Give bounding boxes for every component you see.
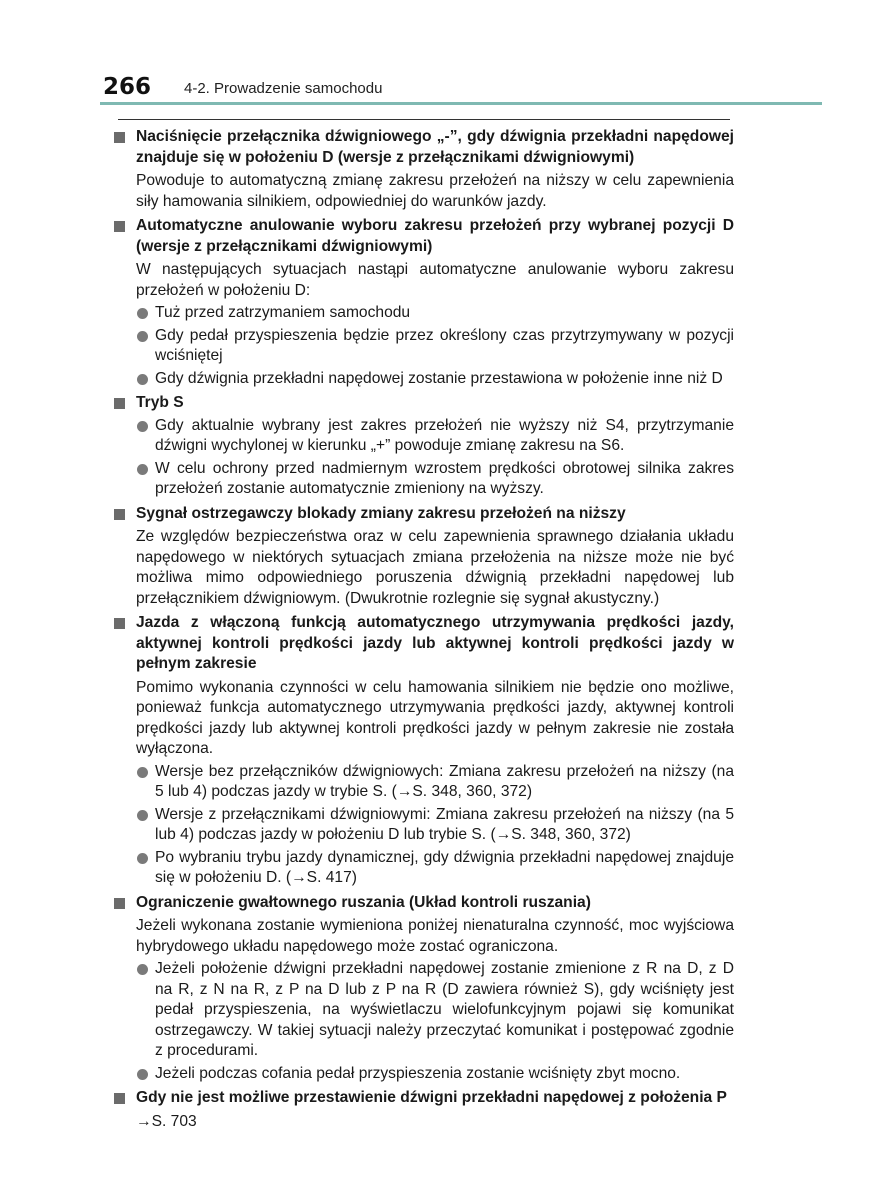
- section: [114, 393, 734, 500]
- section: [114, 216, 734, 389]
- round-bullet-icon: [137, 308, 148, 319]
- square-bullet-icon: [114, 398, 125, 409]
- list-item-text: Jeżeli podczas cofania pedał przyspieszenia zostanie wciśnięty zbyt mocno.: [155, 1064, 681, 1082]
- section-paragraph: Ze względów bezpieczeństwa oraz w celu zapewnienia sprawnego działania układu napędowego w niektórych sytuacjach zmiana przełożenia na niższe może nie być możliwa mimo odpowiedniego poruszenia dźwignią przekładni napędowej lub przełącznikiem dźwigniowym. (Dwukrotnie rozlegnie się sygnał akustyczny.): [136, 528, 734, 607]
- list-item-text: Wersje z przełącznikami dźwigniowymi: Zmiana zakresu przełożeń na niższy (na 5 lub 4) podczas jazdy w położeniu D lub trybie S. (→S. 348, 360, 372): [155, 805, 734, 843]
- list-item: [114, 1064, 734, 1085]
- square-bullet-icon: [114, 1093, 125, 1104]
- list-item: [114, 959, 734, 1062]
- page-header: [0, 0, 877, 110]
- round-bullet-icon: [137, 1069, 148, 1080]
- list-item: [114, 762, 734, 803]
- round-bullet-icon: [137, 331, 148, 342]
- section-title: [114, 216, 734, 257]
- section-title-text: Automatyczne anulowanie wyboru zakresu przełożeń przy wybranej pozycji D (wersje z przełącznikami dźwigniowymi): [136, 217, 734, 255]
- content-rule: [118, 119, 730, 120]
- list-item: [114, 805, 734, 846]
- round-bullet-icon: [137, 374, 148, 385]
- list-item: [114, 848, 734, 889]
- section: [114, 1088, 734, 1132]
- round-bullet-icon: [137, 767, 148, 778]
- page-content: [114, 127, 734, 1136]
- list-item-text: Wersje bez przełączników dźwigniowych: Zmiana zakresu przełożeń na niższy (na 5 lub 4) podczas jazdy w trybie S. (→S. 348, 360, 372): [155, 762, 734, 800]
- list-item-text: Po wybraniu trybu jazdy dynamicznej, gdy dźwignia przekładni napędowej znajduje się w położeniu D. (→S. 417): [155, 848, 734, 886]
- round-bullet-icon: [137, 421, 148, 432]
- section-title: [114, 893, 734, 914]
- section-title: [114, 1088, 734, 1109]
- list-item: [114, 459, 734, 500]
- chapter-title: 4-2. Prowadzenie samochodu: [184, 80, 383, 97]
- list-item-text: W celu ochrony przed nadmiernym wzrostem prędkości obrotowej silnika zakres przełożeń zostanie automatycznie zmieniony na wyższy.: [155, 459, 734, 497]
- section-paragraph: Powoduje to automatyczną zmianę zakresu przełożeń na niższy w celu zapewnienia siły hamowania silnikiem, odpowiedniej do warunków jazdy.: [136, 172, 734, 210]
- list-item: [114, 326, 734, 367]
- section: [114, 613, 734, 889]
- section-paragraph: W następujących sytuacjach nastąpi automatyczne anulowanie wyboru zakresu przełożeń w położeniu D:: [136, 261, 734, 299]
- section-title-text: Ograniczenie gwałtownego ruszania (Układ kontroli ruszania): [136, 893, 591, 911]
- round-bullet-icon: [137, 964, 148, 975]
- round-bullet-icon: [137, 464, 148, 475]
- section: [114, 893, 734, 1085]
- list-item-text: Gdy dźwignia przekładni napędowej zostanie przestawiona w położenie inne niż D: [155, 369, 723, 387]
- section-paragraph: Jeżeli wykonana zostanie wymieniona poniżej nienaturalna czynność, moc wyjściowa hybrydowego układu napędowego może zostać ograniczona.: [136, 917, 734, 955]
- section-title: [114, 504, 734, 525]
- section-paragraph: Pomimo wykonania czynności w celu hamowania silnikiem nie będzie ono możliwe, ponieważ funkcja automatycznego utrzymywania prędkości jazdy, aktywnej kontroli prędkości jazdy lub aktywnej kontroli prędkości jazdy w pełnym zakresie nie została wyłączona.: [136, 678, 734, 757]
- list-item: [114, 369, 734, 390]
- section-paragraph: →S. 703: [136, 1112, 197, 1130]
- section: [114, 504, 734, 610]
- list-item-text: Tuż przed zatrzymaniem samochodu: [155, 304, 411, 321]
- square-bullet-icon: [114, 618, 125, 629]
- section-title-text: Naciśnięcie przełącznika dźwigniowego „-”, gdy dźwignia przekładni napędowej znajduje się w położeniu D (wersje z przełącznikami dźwigniowymi): [136, 128, 734, 166]
- square-bullet-icon: [114, 898, 125, 909]
- header-rule: [100, 102, 822, 105]
- section-title-text: Gdy nie jest możliwe przestawienie dźwigni przekładni napędowej z położenia P: [136, 1089, 727, 1106]
- list-item-text: Gdy aktualnie wybrany jest zakres przełożeń nie wyższy niż S4, przytrzymanie dźwigni wychylonej w kierunku „+” powoduje zmianę zakresu na S6.: [155, 416, 734, 454]
- square-bullet-icon: [114, 509, 125, 520]
- list-item-text: Jeżeli położenie dźwigni przekładni napędowej zostanie zmienione z R na D, z D na R, z N na R, z P na D lub z P na R (D zawiera również S), gdy wciśnięty jest pedał przyspieszenia, na wyświetlaczu wielofunkcyjnym pojawi się komunikat ostrzegawczy. W takiej sytuacji należy przeczytać komunikat i postępować zgodnie z procedurami.: [155, 960, 734, 1059]
- section-title-text: Tryb S: [136, 394, 184, 411]
- section-title: [114, 613, 734, 675]
- square-bullet-icon: [114, 132, 125, 143]
- list-item-text: Gdy pedał przyspieszenia będzie przez określony czas przytrzymywany w pozycji wciśniętej: [155, 326, 734, 364]
- square-bullet-icon: [114, 221, 125, 232]
- list-item: [114, 416, 734, 457]
- section: [114, 127, 734, 212]
- section-title: [114, 393, 734, 414]
- section-title: [114, 127, 734, 168]
- section-title-text: Jazda z włączoną funkcją automatycznego utrzymywania prędkości jazdy, aktywnej kontroli prędkości jazdy lub aktywnej kontroli prędkości jazdy w pełnym zakresie: [136, 614, 734, 672]
- page-number: 266: [103, 74, 152, 100]
- section-title-text: Sygnał ostrzegawczy blokady zmiany zakresu przełożeń na niższy: [136, 504, 626, 522]
- round-bullet-icon: [137, 810, 148, 821]
- list-item: [114, 303, 734, 324]
- round-bullet-icon: [137, 853, 148, 864]
